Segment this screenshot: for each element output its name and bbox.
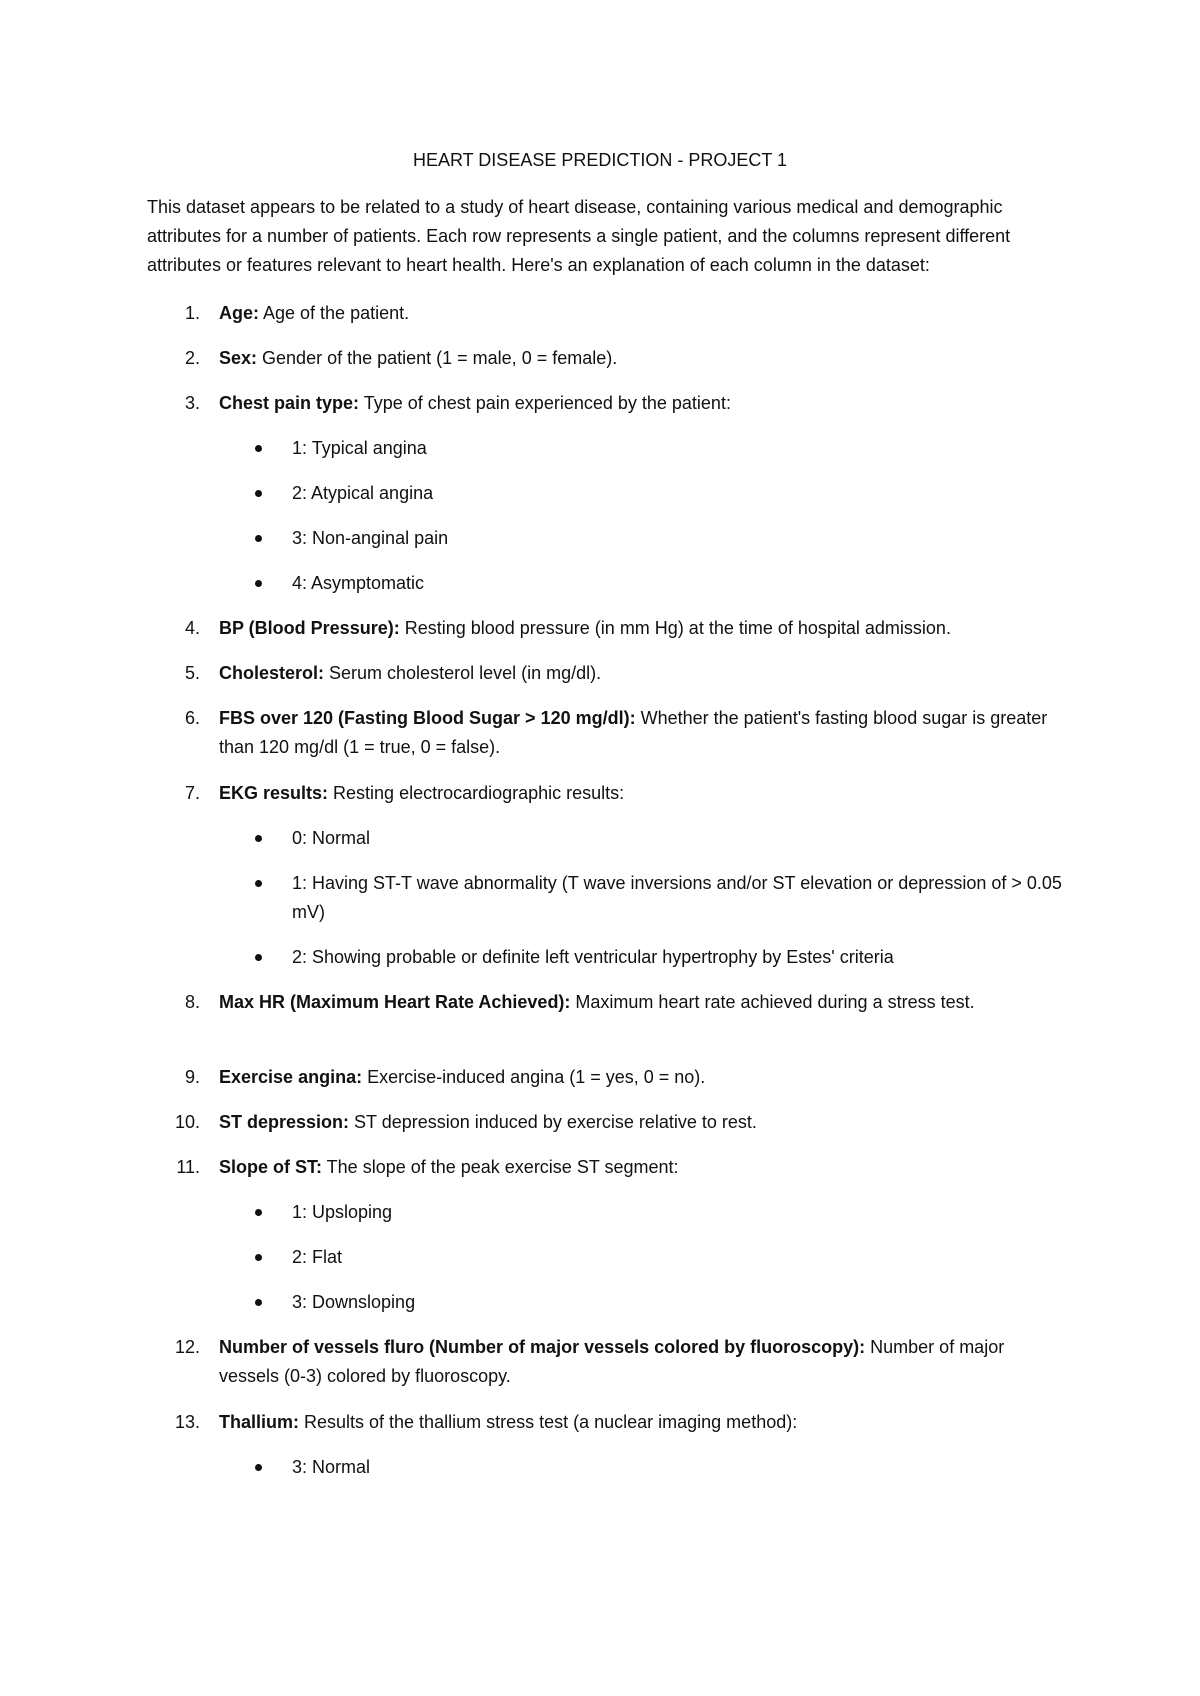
bullet-icon <box>255 490 262 497</box>
item-term: Sex: <box>219 348 258 368</box>
item-term: Number of vessels fluro (Number of major vessels colored by fluoroscopy): <box>219 1337 866 1357</box>
bullet-icon <box>255 1464 262 1471</box>
item-term: Exercise angina: <box>219 1067 363 1087</box>
item-term: Age: <box>219 303 259 323</box>
item-description: Whether the patient's fasting blood sugar is greater than 120 mg/dl (1 = true, 0 = false). <box>219 708 1048 757</box>
item-term: FBS over 120 (Fasting Blood Sugar > 120 mg/dl): <box>219 708 636 728</box>
item-description: Resting blood pressure (in mm Hg) at the time of hospital admission. <box>399 618 951 638</box>
item-term: BP (Blood Pressure): <box>219 618 400 638</box>
item-description: ST depression induced by exercise relative to rest. <box>349 1112 757 1132</box>
item-description: Resting electrocardiographic results: <box>328 783 625 803</box>
bullet-icon <box>255 954 262 961</box>
bullet-icon <box>255 835 262 842</box>
item-description: The slope of the peak exercise ST segment: <box>322 1157 679 1177</box>
item-description: Gender of the patient (1 = male, 0 = female). <box>257 348 618 368</box>
item-term: Chest pain type: <box>219 393 360 413</box>
item-description: Serum cholesterol level (in mg/dl). <box>324 663 602 683</box>
item-term: ST depression: <box>219 1112 350 1132</box>
item-term: EKG results: <box>219 783 329 803</box>
item-term: Slope of ST: <box>219 1157 322 1177</box>
document-page: HEART DISEASE PREDICTION - PROJECT 1 This dataset appears to be related to a study of heart disease, containing various medical and demographic attributes for a number of patients. Each row represents a single patient, and the columns represent different attributes or features relevant to heart health. Here's an explanation of each column in the dataset: 1. Age: Age of the patient. 2. Sex: Gender of the patient (1 = male, 0 = female). 3. Chest pain type: Type of chest pain experienced by the patient: 1: Typical angina 2: Atypical angina 3: Non-anginal pain 4: Asymptomatic 4. BP (Blood Pressure): Resting blood pressure (in mm Hg) at the time of hospital admission. 5. Cholesterol: Serum cholesterol level (in mg/dl). 6. FBS over 120 (Fasting Blood Sugar > 120 mg/dl): Whether the patient's fasting blood sugar is greater than 120 mg/dl (1 = true, 0 = false). 7. EKG results: Resting electrocardiographic results: 0: Normal 1: Having ST-T wave abnormality (T wave inversions and/or ST elevation or depression of > 0.05 mV) 2: Showing probable or definite left ventricular hypertrophy by Estes' criteria 8. Max HR (Maximum Heart Rate Achieved): Maximum heart rate achieved during a stress test. 9. Exercise angina: Exercise-induced angina (1 = yes, 0 = no). 10. ST depression: ST depression induced by exercise relative to rest. 11. Slope of ST: The slope of the peak exercise ST segment: 1: Upsloping 2: Flat 3: Downsloping 12. Number of vessels fluro (Number of major vessels colored by fluoroscopy): Number of major vessels (0-3) colored by fluoroscopy. 13. Thallium: Results of the thallium stress test (a nuclear imaging method): 3: Normal <box>0 0 1200 1696</box>
item-description: Number of major vessels (0-3) colored by fluoroscopy. <box>219 1337 1005 1386</box>
item-description: Results of the thallium stress test (a nuclear imaging method): <box>299 1412 798 1432</box>
bullet-icon <box>255 445 262 452</box>
item-description: Age of the patient. <box>259 303 410 323</box>
bullet-icon <box>255 880 262 887</box>
item-description: Type of chest pain experienced by the patient: <box>359 393 731 413</box>
bullet-icon <box>255 1299 262 1306</box>
item-term: Max HR (Maximum Heart Rate Achieved): <box>219 992 571 1012</box>
item-term: Cholesterol: <box>219 663 325 683</box>
item-description: Exercise-induced angina (1 = yes, 0 = no). <box>362 1067 706 1087</box>
item-description: Maximum heart rate achieved during a stress test. <box>570 992 975 1012</box>
bullet-icon <box>255 580 262 587</box>
bullet-icon <box>255 1209 262 1216</box>
bullet-icon <box>255 1254 262 1261</box>
item-term: Thallium: <box>219 1412 299 1432</box>
document-title: HEART DISEASE PREDICTION - PROJECT 1 <box>412 150 788 170</box>
intro-paragraph: This dataset appears to be related to a study of heart disease, containing various medical and demographic attributes for a number of patients. Each row represents a single patient, and the columns represent different attributes or features relevant to heart health. Here's an explanation of each column in the dataset: <box>147 197 1011 275</box>
bullet-icon <box>255 535 262 542</box>
